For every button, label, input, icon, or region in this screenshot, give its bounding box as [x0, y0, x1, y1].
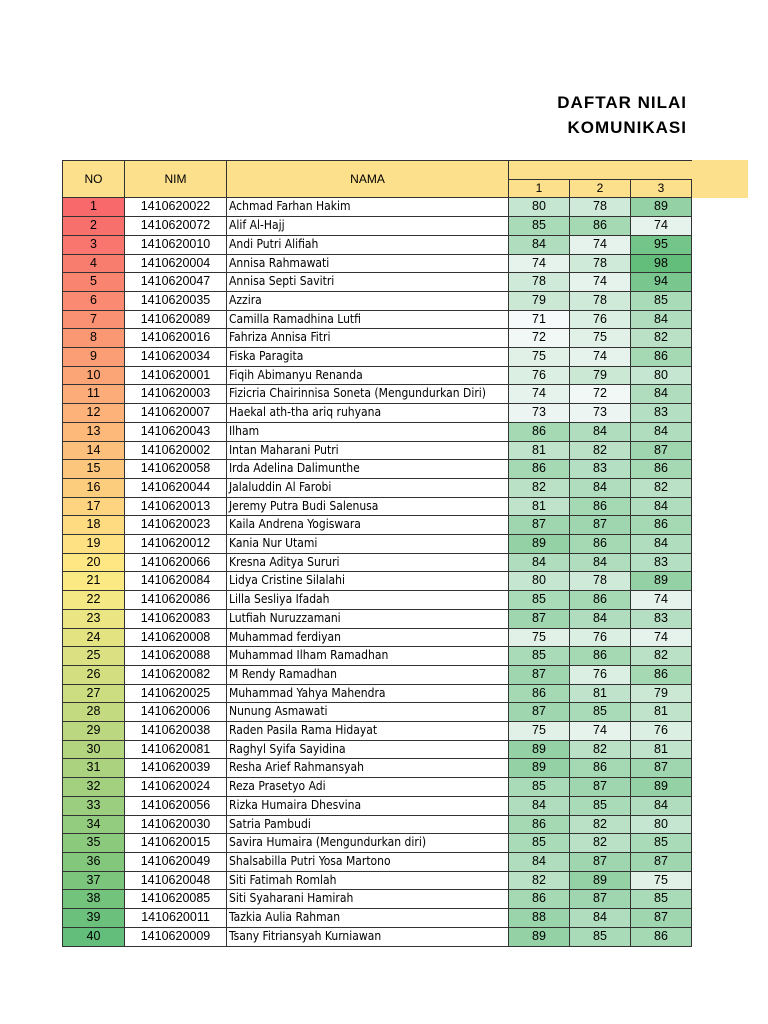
- row-nim: 1410620049: [125, 853, 227, 872]
- row-score-1: 82: [509, 478, 570, 497]
- row-nama: Shalsabilla Putri Yosa Martono: [227, 853, 509, 872]
- row-nama: Kaila Andrena Yogiswara: [227, 516, 509, 535]
- table-row: [63, 385, 692, 404]
- table-row: [63, 853, 692, 872]
- row-no: 35: [63, 834, 125, 853]
- row-nim: 1410620072: [125, 217, 227, 236]
- row-nim: 1410620048: [125, 871, 227, 890]
- row-nim: 1410620010: [125, 235, 227, 254]
- row-no: 11: [63, 385, 125, 404]
- row-nim: 1410620084: [125, 572, 227, 591]
- row-no: 23: [63, 609, 125, 628]
- row-nama: Lutfiah Nuruzzamani: [227, 609, 509, 628]
- grades-table: [62, 160, 692, 947]
- row-nim: 1410620066: [125, 553, 227, 572]
- row-no: 2: [63, 217, 125, 236]
- row-nama: M Rendy Ramadhan: [227, 665, 509, 684]
- row-nama: Tsany Fitriansyah Kurniawan: [227, 927, 509, 946]
- table-row: [63, 815, 692, 834]
- table-row: [63, 927, 692, 946]
- row-score-1: 75: [509, 348, 570, 367]
- row-no: 34: [63, 815, 125, 834]
- row-no: 26: [63, 665, 125, 684]
- row-nim: 1410620081: [125, 740, 227, 759]
- row-nama: Irda Adelina Dalimunthe: [227, 460, 509, 479]
- table-row: [63, 235, 692, 254]
- row-nim: 1410620008: [125, 628, 227, 647]
- row-nim: 1410620009: [125, 927, 227, 946]
- row-score-2: 82: [570, 834, 631, 853]
- row-score-2: 84: [570, 422, 631, 441]
- header-nama: NAMA: [227, 161, 509, 198]
- row-score-3: 85: [631, 291, 692, 310]
- row-no: 18: [63, 516, 125, 535]
- row-no: 38: [63, 890, 125, 909]
- table-row: [63, 404, 692, 423]
- row-score-1: 88: [509, 909, 570, 928]
- row-score-3: 84: [631, 796, 692, 815]
- row-nim: 1410620015: [125, 834, 227, 853]
- row-score-2: 74: [570, 273, 631, 292]
- row-nama: Rizka Humaira Dhesvina: [227, 796, 509, 815]
- row-score-2: 72: [570, 385, 631, 404]
- row-nim: 1410620006: [125, 703, 227, 722]
- row-no: 19: [63, 535, 125, 554]
- row-score-2: 82: [570, 740, 631, 759]
- row-no: 29: [63, 722, 125, 741]
- row-nim: 1410620047: [125, 273, 227, 292]
- table-row: [63, 703, 692, 722]
- row-score-1: 81: [509, 497, 570, 516]
- row-nama: Fahriza Annisa Fitri: [227, 329, 509, 348]
- row-no: 14: [63, 441, 125, 460]
- row-score-1: 86: [509, 422, 570, 441]
- table-row: [63, 478, 692, 497]
- row-score-2: 85: [570, 703, 631, 722]
- row-nim: 1410620034: [125, 348, 227, 367]
- row-no: 17: [63, 497, 125, 516]
- row-score-1: 75: [509, 722, 570, 741]
- header-row: [63, 161, 692, 180]
- row-score-3: 87: [631, 909, 692, 928]
- row-score-2: 87: [570, 516, 631, 535]
- table-row: [63, 684, 692, 703]
- row-nim: 1410620012: [125, 535, 227, 554]
- table-row: [63, 460, 692, 479]
- row-score-3: 82: [631, 329, 692, 348]
- row-score-3: 84: [631, 310, 692, 329]
- table-row: [63, 572, 692, 591]
- row-score-1: 86: [509, 684, 570, 703]
- table-row: [63, 348, 692, 367]
- row-score-1: 76: [509, 366, 570, 385]
- row-nama: Muhammad Ilham Ramadhan: [227, 647, 509, 666]
- table-row: [63, 273, 692, 292]
- row-score-3: 81: [631, 740, 692, 759]
- row-nim: 1410620039: [125, 759, 227, 778]
- row-score-3: 86: [631, 516, 692, 535]
- row-score-2: 86: [570, 647, 631, 666]
- row-nama: Ilham: [227, 422, 509, 441]
- row-nim: 1410620013: [125, 497, 227, 516]
- row-score-1: 87: [509, 516, 570, 535]
- row-score-3: 94: [631, 273, 692, 292]
- row-no: 36: [63, 853, 125, 872]
- row-score-2: 75: [570, 329, 631, 348]
- row-no: 5: [63, 273, 125, 292]
- row-nama: Fiqih Abimanyu Renanda: [227, 366, 509, 385]
- table-row: [63, 759, 692, 778]
- row-no: 10: [63, 366, 125, 385]
- row-score-1: 87: [509, 703, 570, 722]
- table-row: [63, 647, 692, 666]
- row-nama: Fiska Paragita: [227, 348, 509, 367]
- table-row: [63, 217, 692, 236]
- row-nama: Fizicria Chairinnisa Soneta (Mengundurkan Diri): [227, 385, 509, 404]
- row-no: 32: [63, 778, 125, 797]
- row-nim: 1410620001: [125, 366, 227, 385]
- row-nim: 1410620030: [125, 815, 227, 834]
- row-nim: 1410620085: [125, 890, 227, 909]
- row-score-3: 83: [631, 404, 692, 423]
- row-score-2: 78: [570, 254, 631, 273]
- row-no: 7: [63, 310, 125, 329]
- row-nama: Azzira: [227, 291, 509, 310]
- table-row: [63, 628, 692, 647]
- row-nama: Tazkia Aulia Rahman: [227, 909, 509, 928]
- row-nama: Muhammad ferdiyan: [227, 628, 509, 647]
- row-nim: 1410620038: [125, 722, 227, 741]
- row-score-2: 85: [570, 796, 631, 815]
- row-score-2: 82: [570, 441, 631, 460]
- row-score-3: 82: [631, 478, 692, 497]
- table-row: [63, 871, 692, 890]
- row-score-1: 87: [509, 609, 570, 628]
- row-score-1: 80: [509, 198, 570, 217]
- row-nama: Resha Arief Rahmansyah: [227, 759, 509, 778]
- row-score-2: 84: [570, 553, 631, 572]
- row-score-3: 86: [631, 665, 692, 684]
- page-subtitle: KOMUNIKASI: [567, 118, 687, 137]
- row-score-2: 78: [570, 572, 631, 591]
- table-row: [63, 740, 692, 759]
- row-score-2: 74: [570, 235, 631, 254]
- row-nim: 1410620007: [125, 404, 227, 423]
- table-row: [63, 366, 692, 385]
- table-row: [63, 665, 692, 684]
- table-row: [63, 890, 692, 909]
- row-score-3: 80: [631, 366, 692, 385]
- row-score-1: 89: [509, 740, 570, 759]
- row-no: 40: [63, 927, 125, 946]
- table-row: [63, 591, 692, 610]
- table-row: [63, 516, 692, 535]
- table-row: [63, 553, 692, 572]
- row-nim: 1410620043: [125, 422, 227, 441]
- row-no: 6: [63, 291, 125, 310]
- row-score-2: 81: [570, 684, 631, 703]
- row-score-1: 84: [509, 853, 570, 872]
- row-nama: Nunung Asmawati: [227, 703, 509, 722]
- row-nama: Raghyl Syifa Sayidina: [227, 740, 509, 759]
- header-extension: [688, 160, 748, 198]
- row-score-1: 85: [509, 647, 570, 666]
- row-score-1: 85: [509, 591, 570, 610]
- table-row: [63, 310, 692, 329]
- row-score-3: 87: [631, 759, 692, 778]
- row-score-3: 79: [631, 684, 692, 703]
- row-score-2: 76: [570, 665, 631, 684]
- header-score-3: 3: [631, 179, 692, 198]
- row-nim: 1410620044: [125, 478, 227, 497]
- row-score-1: 75: [509, 628, 570, 647]
- row-score-1: 74: [509, 254, 570, 273]
- row-score-1: 89: [509, 535, 570, 554]
- row-no: 3: [63, 235, 125, 254]
- row-nama: Kresna Aditya Sururi: [227, 553, 509, 572]
- row-nama: Satria Pambudi: [227, 815, 509, 834]
- row-nama: Camilla Ramadhina Lutfi: [227, 310, 509, 329]
- row-score-2: 85: [570, 927, 631, 946]
- header-score-2: 2: [570, 179, 631, 198]
- header-score-1: 1: [509, 179, 570, 198]
- row-no: 4: [63, 254, 125, 273]
- row-score-2: 76: [570, 628, 631, 647]
- row-score-3: 89: [631, 198, 692, 217]
- row-score-3: 84: [631, 535, 692, 554]
- row-nama: Lidya Cristine Silalahi: [227, 572, 509, 591]
- table-row: [63, 796, 692, 815]
- row-no: 31: [63, 759, 125, 778]
- row-no: 22: [63, 591, 125, 610]
- row-score-1: 84: [509, 235, 570, 254]
- row-score-3: 86: [631, 348, 692, 367]
- page-title: DAFTAR NILAI: [557, 93, 687, 112]
- row-nim: 1410620083: [125, 609, 227, 628]
- row-nim: 1410620022: [125, 198, 227, 217]
- row-nim: 1410620082: [125, 665, 227, 684]
- row-no: 37: [63, 871, 125, 890]
- row-score-2: 83: [570, 460, 631, 479]
- row-nama: Intan Maharani Putri: [227, 441, 509, 460]
- row-nim: 1410620004: [125, 254, 227, 273]
- row-score-2: 87: [570, 853, 631, 872]
- row-no: 39: [63, 909, 125, 928]
- row-score-2: 86: [570, 535, 631, 554]
- table-row: [63, 609, 692, 628]
- row-score-1: 84: [509, 796, 570, 815]
- row-score-2: 78: [570, 291, 631, 310]
- row-nim: 1410620025: [125, 684, 227, 703]
- row-score-3: 82: [631, 647, 692, 666]
- row-score-2: 84: [570, 478, 631, 497]
- row-score-3: 83: [631, 609, 692, 628]
- row-score-1: 81: [509, 441, 570, 460]
- table-body: [63, 198, 692, 946]
- row-score-3: 83: [631, 553, 692, 572]
- row-score-1: 89: [509, 759, 570, 778]
- row-score-3: 87: [631, 853, 692, 872]
- row-score-1: 84: [509, 553, 570, 572]
- header-no: NO: [63, 161, 125, 198]
- row-nama: Annisa Rahmawati: [227, 254, 509, 273]
- row-score-1: 85: [509, 834, 570, 853]
- row-score-3: 84: [631, 385, 692, 404]
- row-score-2: 73: [570, 404, 631, 423]
- row-nama: Andi Putri Alifiah: [227, 235, 509, 254]
- row-score-3: 89: [631, 778, 692, 797]
- table-row: [63, 441, 692, 460]
- row-nama: Reza Prasetyo Adi: [227, 778, 509, 797]
- row-nim: 1410620089: [125, 310, 227, 329]
- row-score-2: 78: [570, 198, 631, 217]
- row-no: 13: [63, 422, 125, 441]
- row-score-3: 84: [631, 422, 692, 441]
- header-nim: NIM: [125, 161, 227, 198]
- row-score-2: 82: [570, 815, 631, 834]
- row-score-1: 86: [509, 460, 570, 479]
- row-nama: Muhammad Yahya Mahendra: [227, 684, 509, 703]
- row-nama: Haekal ath-tha ariq ruhyana: [227, 404, 509, 423]
- row-nama: Annisa Septi Savitri: [227, 273, 509, 292]
- row-no: 24: [63, 628, 125, 647]
- row-score-3: 85: [631, 890, 692, 909]
- row-score-2: 86: [570, 759, 631, 778]
- row-score-3: 76: [631, 722, 692, 741]
- row-score-2: 76: [570, 310, 631, 329]
- row-no: 27: [63, 684, 125, 703]
- row-score-3: 81: [631, 703, 692, 722]
- row-nama: Jeremy Putra Budi Salenusa: [227, 497, 509, 516]
- row-score-2: 79: [570, 366, 631, 385]
- table-row: [63, 422, 692, 441]
- table-row: [63, 778, 692, 797]
- row-no: 8: [63, 329, 125, 348]
- row-score-3: 86: [631, 460, 692, 479]
- row-score-1: 73: [509, 404, 570, 423]
- row-no: 12: [63, 404, 125, 423]
- row-score-2: 86: [570, 497, 631, 516]
- table-row: [63, 254, 692, 273]
- row-nim: 1410620058: [125, 460, 227, 479]
- row-no: 9: [63, 348, 125, 367]
- row-score-1: 86: [509, 815, 570, 834]
- row-score-3: 84: [631, 497, 692, 516]
- row-no: 21: [63, 572, 125, 591]
- row-nama: Raden Pasila Rama Hidayat: [227, 722, 509, 741]
- row-score-1: 85: [509, 217, 570, 236]
- row-score-3: 86: [631, 927, 692, 946]
- row-nama: Kania Nur Utami: [227, 535, 509, 554]
- table-row: [63, 834, 692, 853]
- row-score-1: 74: [509, 385, 570, 404]
- row-score-3: 95: [631, 235, 692, 254]
- row-score-1: 86: [509, 890, 570, 909]
- row-score-3: 85: [631, 834, 692, 853]
- header-scores-group: [509, 161, 692, 180]
- row-nim: 1410620035: [125, 291, 227, 310]
- row-score-3: 89: [631, 572, 692, 591]
- table-row: [63, 722, 692, 741]
- row-score-3: 74: [631, 591, 692, 610]
- row-no: 30: [63, 740, 125, 759]
- row-no: 15: [63, 460, 125, 479]
- row-nim: 1410620016: [125, 329, 227, 348]
- table-row: [63, 535, 692, 554]
- row-score-3: 98: [631, 254, 692, 273]
- row-no: 33: [63, 796, 125, 815]
- table-row: [63, 329, 692, 348]
- row-score-1: 82: [509, 871, 570, 890]
- row-nim: 1410620024: [125, 778, 227, 797]
- row-score-1: 80: [509, 572, 570, 591]
- row-score-3: 80: [631, 815, 692, 834]
- row-nama: Siti Syaharani Hamirah: [227, 890, 509, 909]
- row-no: 20: [63, 553, 125, 572]
- row-nim: 1410620011: [125, 909, 227, 928]
- row-score-1: 89: [509, 927, 570, 946]
- table-row: [63, 909, 692, 928]
- row-nim: 1410620003: [125, 385, 227, 404]
- row-score-2: 84: [570, 909, 631, 928]
- row-nama: Savira Humaira (Mengundurkan diri): [227, 834, 509, 853]
- row-nama: Achmad Farhan Hakim: [227, 198, 509, 217]
- row-score-2: 84: [570, 609, 631, 628]
- row-no: 16: [63, 478, 125, 497]
- table-row: [63, 497, 692, 516]
- row-score-3: 74: [631, 217, 692, 236]
- row-nim: 1410620023: [125, 516, 227, 535]
- row-nama: Jalaluddin Al Farobi: [227, 478, 509, 497]
- row-nama: Alif Al-Hajj: [227, 217, 509, 236]
- row-score-1: 71: [509, 310, 570, 329]
- row-no: 25: [63, 647, 125, 666]
- row-nim: 1410620002: [125, 441, 227, 460]
- row-score-3: 74: [631, 628, 692, 647]
- row-score-2: 87: [570, 890, 631, 909]
- table-row: [63, 198, 692, 217]
- row-score-2: 74: [570, 348, 631, 367]
- row-score-2: 86: [570, 217, 631, 236]
- row-score-2: 86: [570, 591, 631, 610]
- row-score-1: 72: [509, 329, 570, 348]
- row-score-1: 79: [509, 291, 570, 310]
- row-score-3: 87: [631, 441, 692, 460]
- row-no: 1: [63, 198, 125, 217]
- row-nim: 1410620086: [125, 591, 227, 610]
- row-score-1: 87: [509, 665, 570, 684]
- row-no: 28: [63, 703, 125, 722]
- row-score-2: 74: [570, 722, 631, 741]
- row-nama: Lilla Sesliya Ifadah: [227, 591, 509, 610]
- row-score-1: 85: [509, 778, 570, 797]
- row-nim: 1410620088: [125, 647, 227, 666]
- row-nama: Siti Fatimah Romlah: [227, 871, 509, 890]
- row-nim: 1410620056: [125, 796, 227, 815]
- table-row: [63, 291, 692, 310]
- row-score-2: 87: [570, 778, 631, 797]
- row-score-2: 89: [570, 871, 631, 890]
- row-score-1: 78: [509, 273, 570, 292]
- row-score-3: 75: [631, 871, 692, 890]
